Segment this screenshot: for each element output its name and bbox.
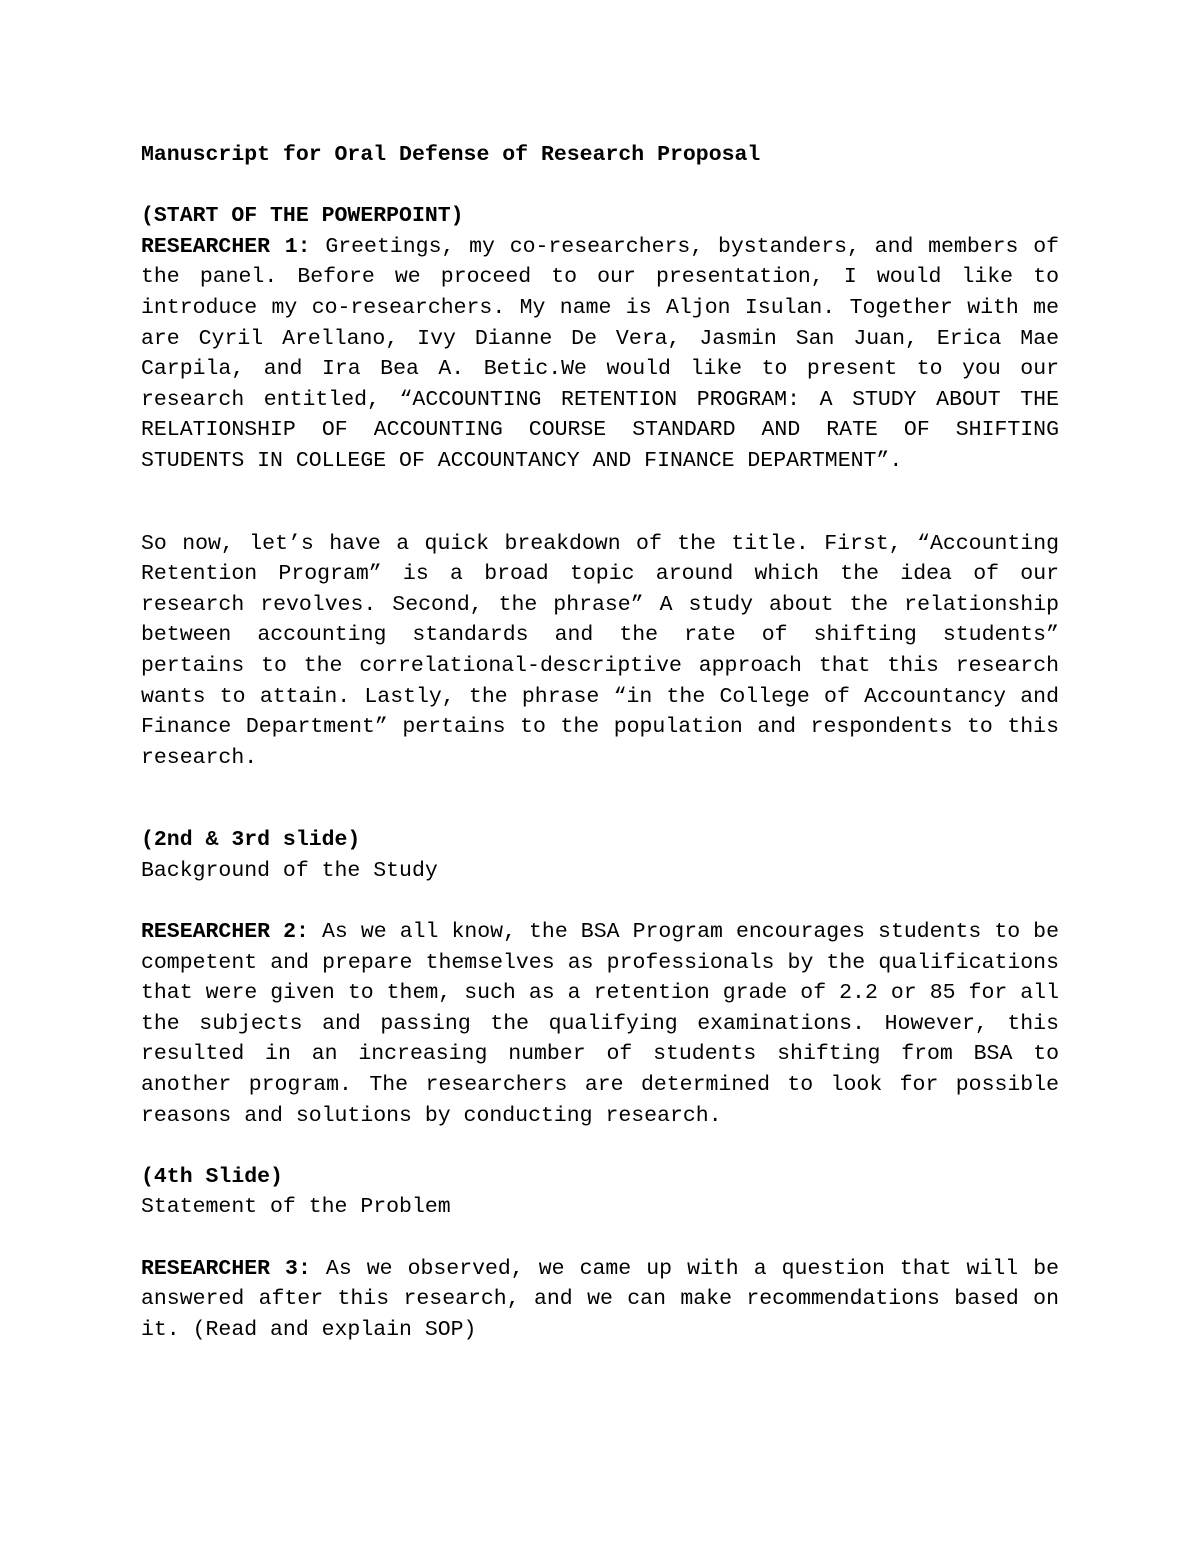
- intro-paragraph: [141, 232, 1059, 477]
- spacer: [141, 1131, 1059, 1162]
- section-heading: Background of the Study: [141, 858, 438, 883]
- section-heading: Statement of the Problem: [141, 1195, 451, 1220]
- speaker-label: RESEARCHER 1:: [141, 234, 311, 259]
- speaker-label: RESEARCHER 2:: [141, 920, 309, 945]
- problem-paragraph: [141, 1254, 1059, 1346]
- slide-marker: (2nd & 3rd slide): [141, 828, 361, 853]
- breakdown-paragraph: So now, let’s have a quick breakdown of the title. First, “Accounting Retention Program” is a broad topic around which the idea of our research revolves. Second, the phrase” A study about the relationship between accounting standards and the rate of shifting students” pertains to the correlational-descriptive approach that this research wants to attain. Lastly, the phrase “in the College of Accountancy and Finance Department” pertains to the population and respondents to this research.: [141, 531, 1059, 770]
- document-title: Manuscript for Oral Defense of Research Proposal: [141, 143, 761, 167]
- speaker-label: RESEARCHER 3:: [141, 1256, 311, 1281]
- slide-marker: (4th Slide): [141, 1164, 283, 1189]
- start-marker: (START OF THE POWERPOINT): [141, 204, 464, 229]
- spacer: [141, 886, 1059, 917]
- problem-text: As we observed, we came up with a question that will be answered after this research, and we can make recommendations based on it. (Read and explain SOP): [141, 1256, 1059, 1342]
- document-page: [141, 140, 1059, 1345]
- background-paragraph: [141, 917, 1059, 1131]
- spacer: [141, 773, 1059, 825]
- background-text: As we all know, the BSA Program encourages students to be competent and prepare themselves as professionals by the qualifications that were given to them, such as a retention grade of 2.2 or 85 for all the subjects and passing the qualifying examinations. However, this resulted in an increasing number of students shifting from BSA to another program. The researchers are determined to look for possible reasons and solutions by conducting research.: [141, 920, 1059, 1128]
- intro-text: Greetings, my co-researchers, bystanders, and members of the panel. Before we proceed to our presentation, I would like to introduce my co-researchers. My name is Aljon Isulan. Together with me are Cyril Arellano, Ivy Dianne De Vera, Jasmin San Juan, Erica Mae Carpila, and Ira Bea A. Betic.We would like to present to you our research entitled, “ACCOUNTING RETENTION PROGRAM: A STUDY ABOUT THE RELATIONSHIP OF ACCOUNTING COURSE STANDARD AND RATE OF SHIFTING STUDENTS IN COLLEGE OF ACCOUNTANCY AND FINANCE DEPARTMENT”.: [141, 234, 1060, 473]
- spacer: [141, 477, 1059, 529]
- spacer: [141, 1223, 1059, 1254]
